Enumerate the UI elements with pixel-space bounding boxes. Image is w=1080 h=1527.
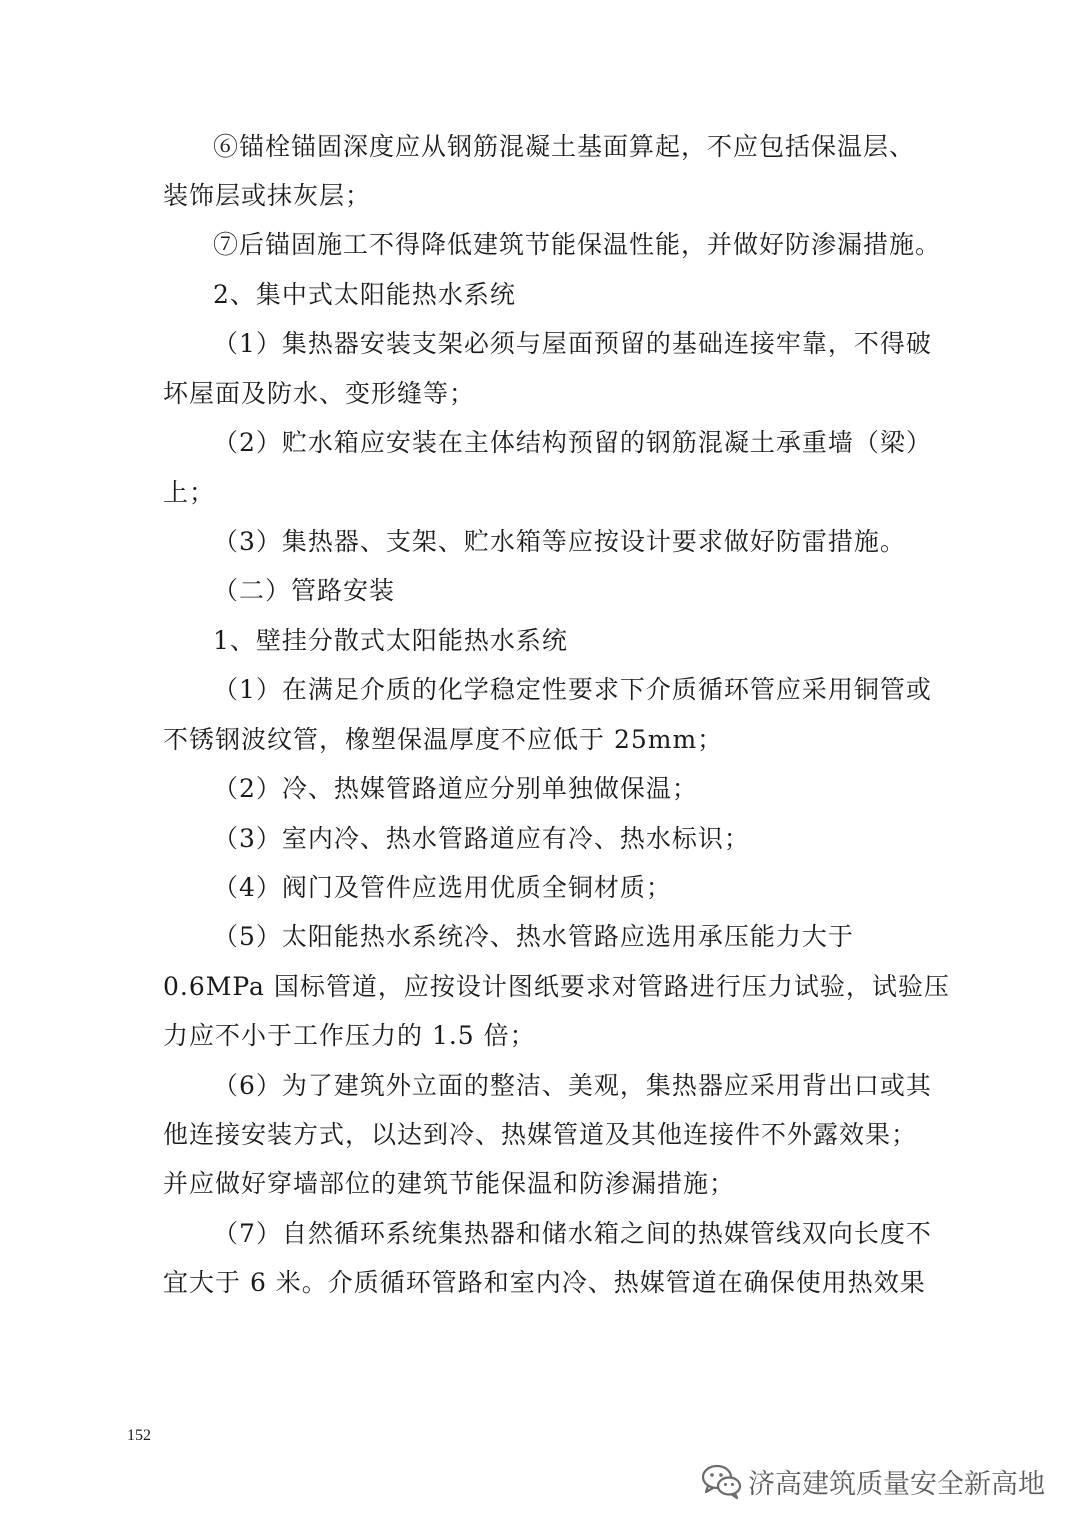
text-line: 力应不小于工作压力的 1.5 倍； [163, 1021, 536, 1050]
text-line: 上； [163, 478, 216, 507]
section-heading: （二）管路安装 [213, 576, 396, 605]
text-line: 并应做好穿墙部位的建筑节能保温和防渗漏措施； [163, 1169, 736, 1198]
text-line: （3）室内冷、热水管路道应有冷、热水标识； [213, 824, 750, 853]
text-line: 他连接安装方式，以达到冷、热媒管道及其他连接件不外露效果； [163, 1120, 918, 1149]
watermark [700, 1456, 1045, 1506]
text-line: （2）贮水箱应安装在主体结构预留的钢筋混凝土承重墙（梁） [213, 428, 932, 457]
text-line: （7）自然循环系统集热器和储水箱之间的热媒管线双向长度不 [213, 1219, 932, 1248]
text-line: （1）在满足介质的化学稳定性要求下介质循环管应采用铜管或 [213, 675, 932, 704]
text-line: 不锈钢波纹管，橡塑保温厚度不应低于 25mm； [163, 725, 724, 754]
text-line: 0.6MPa 国标管道，应按设计图纸要求对管路进行压力试验，试验压 [163, 972, 950, 1001]
text-line: （4）阀门及管件应选用优质全铜材质； [213, 873, 672, 902]
page-number: 152 [127, 1427, 151, 1444]
text-line: （3）集热器、支架、贮水箱等应按设计要求做好防雷措施。 [213, 527, 906, 556]
wechat-icon [700, 1461, 744, 1501]
section-heading: 2、集中式太阳能热水系统 [213, 280, 516, 309]
text-line: （2）冷、热媒管路道应分别单独做保温； [213, 774, 698, 803]
text-line: （1）集热器安装支架必须与屋面预留的基础连接牢靠，不得破 [213, 329, 932, 358]
text-line: 宜大于 6 米。介质循环管路和室内冷、热媒管道在确保使用热效果 [163, 1268, 926, 1297]
text-line: 坏屋面及防水、变形缝等； [163, 379, 476, 408]
text-line: ⑦后锚固施工不得降低建筑节能保温性能，并做好防渗漏措施。 [213, 230, 942, 259]
text-line: ⑥锚栓锚固深度应从钢筋混凝土基面算起，不应包括保温层、 [213, 132, 916, 161]
section-heading: 1、壁挂分散式太阳能热水系统 [213, 626, 568, 655]
text-line: （5）太阳能热水系统冷、热水管路应选用承压能力大于 [213, 922, 854, 951]
text-line: 装饰层或抹灰层； [163, 181, 372, 210]
text-line: （6）为了建筑外立面的整洁、美观，集热器应采用背出口或其 [213, 1071, 932, 1100]
watermark-text: 济高建筑质量安全新高地 [748, 1468, 1045, 1500]
